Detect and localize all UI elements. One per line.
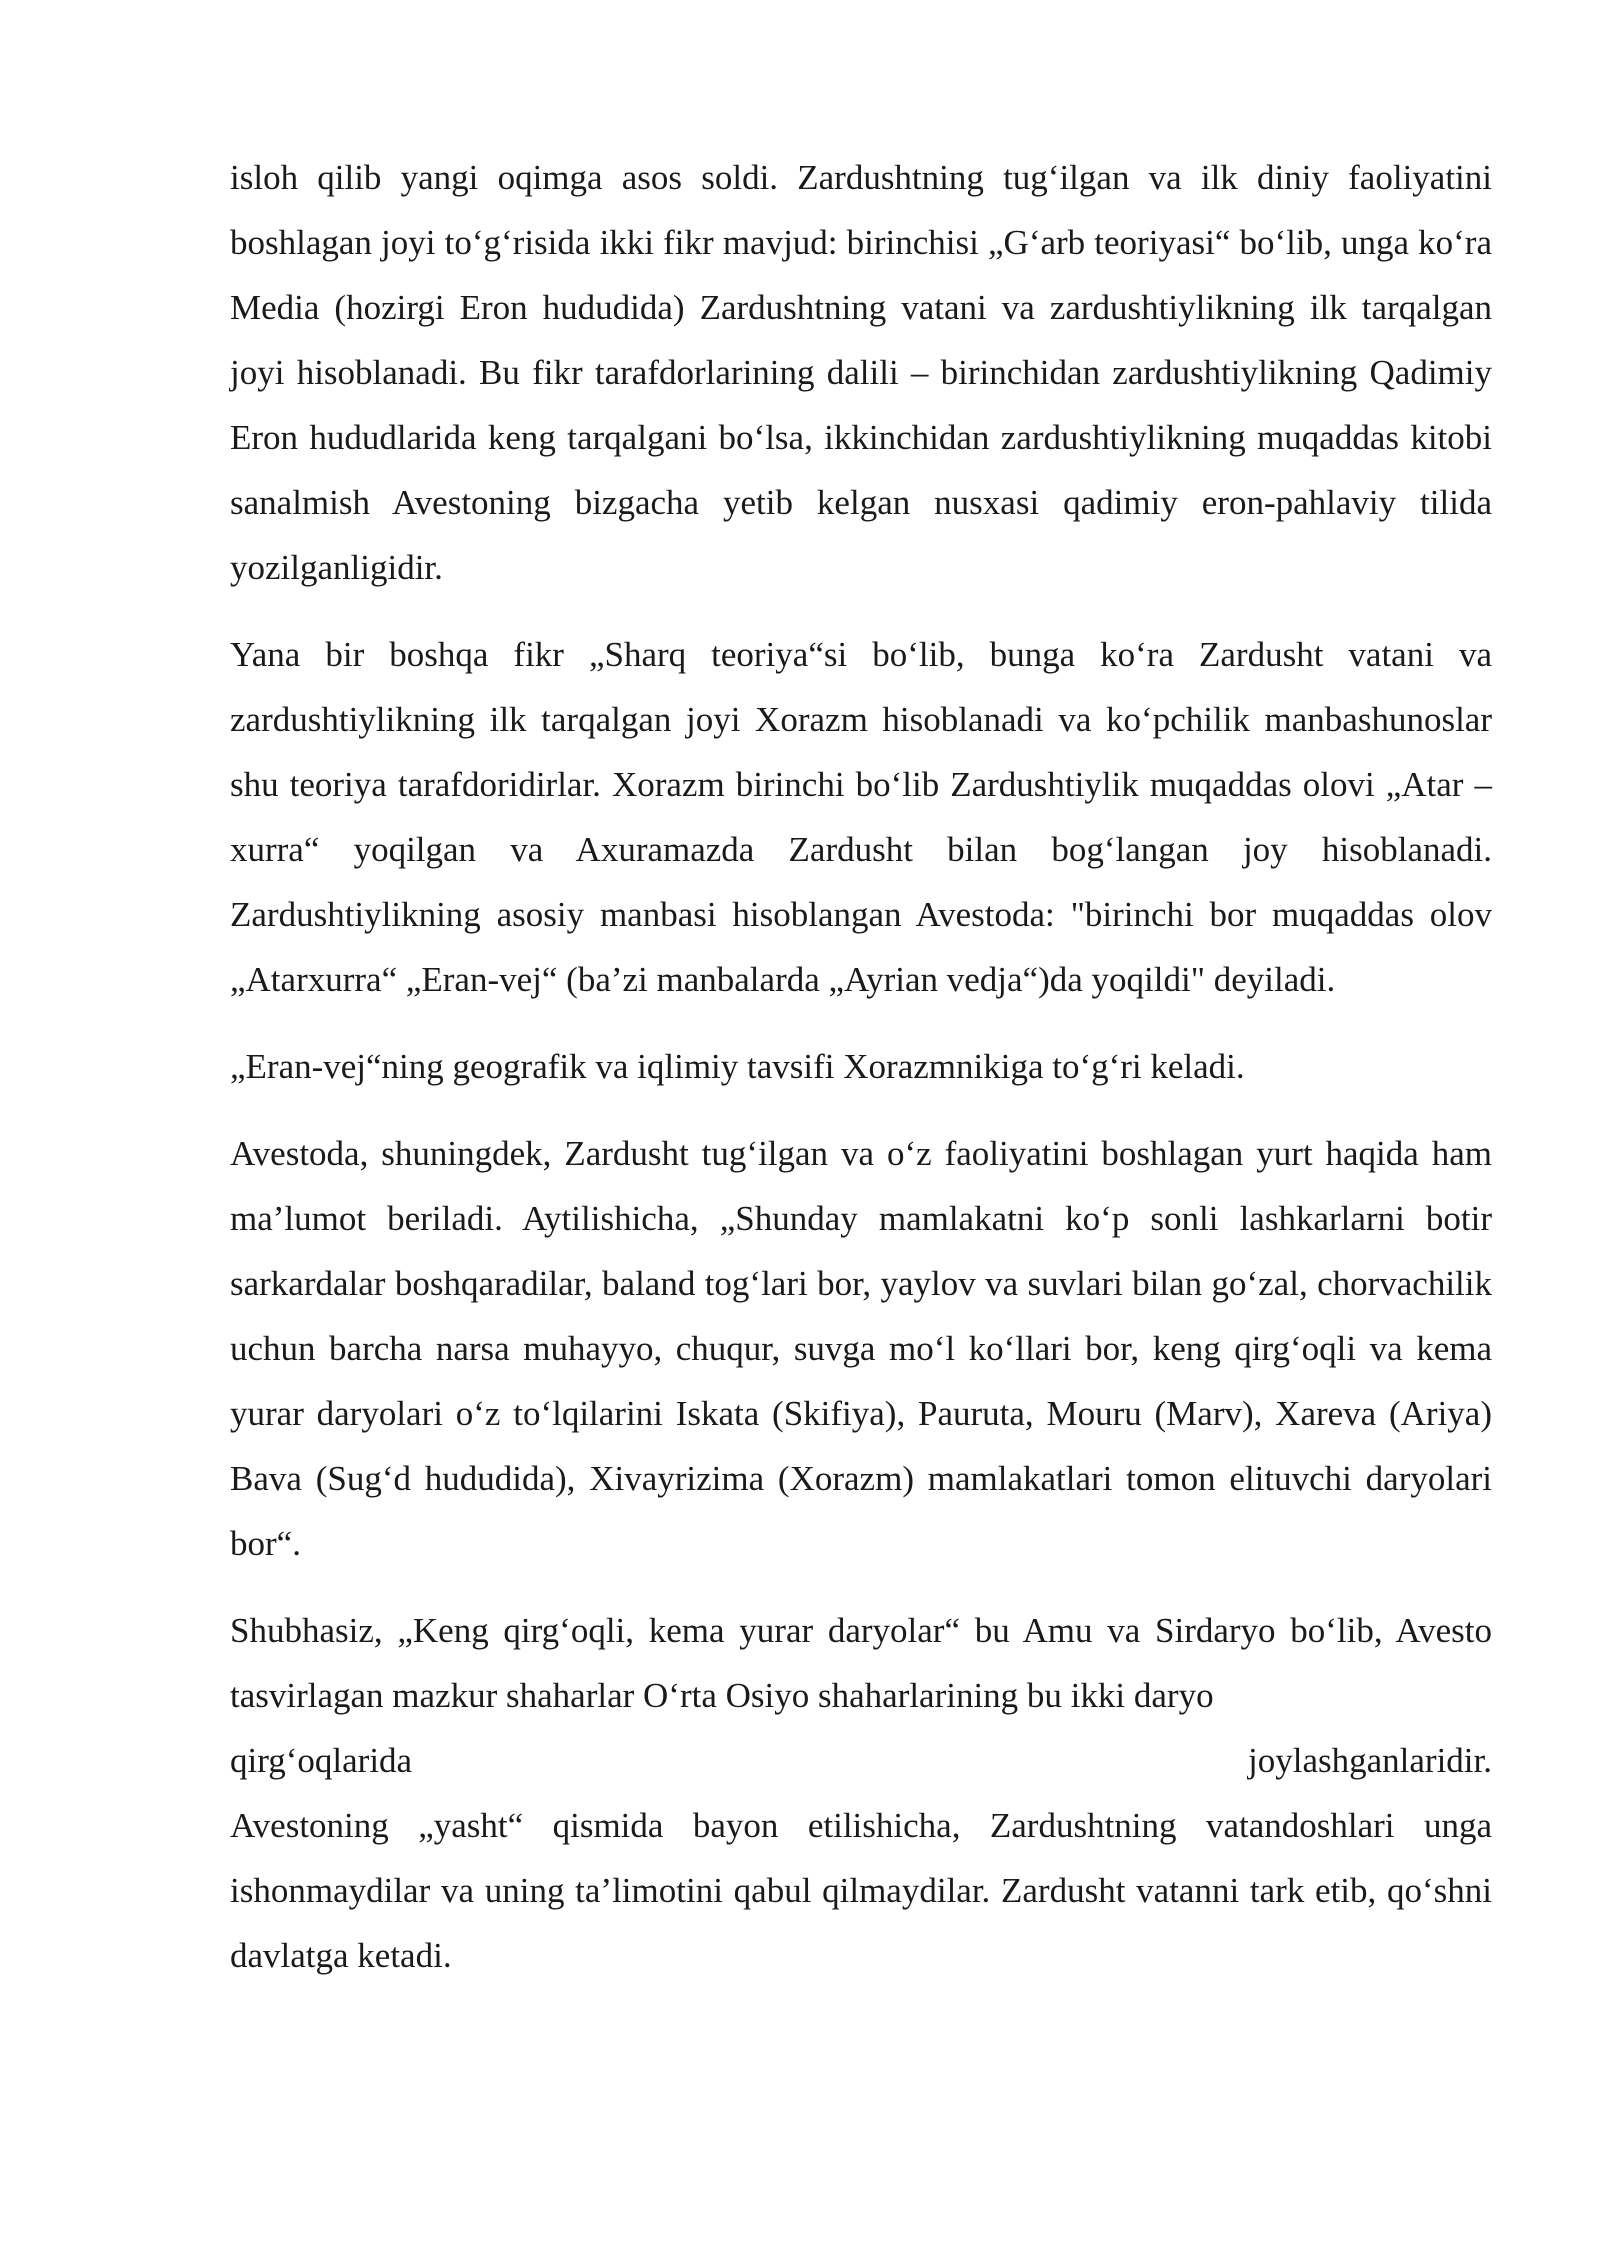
paragraph-2: Yana bir boshqa fikr „Sharq teoriya“si bo‘lib, bunga ko‘ra Zardusht vatani va zardushtiylikning ilk tarqalgan joyi Xorazm hisoblanadi va ko‘pchilik manbashunoslar shu teoriya tarafdoridirlar. Xorazm birinchi bo‘lib Zardushtiylik muqaddas olovi „Atar – xurra“ yoqilgan va Axuramazda Zardusht bilan bog‘langan joy hisoblanadi. Zardushtiylikning asosiy manbasi hisoblangan Avestoda: "birinchi bor muqaddas olov „Atarxurra“ „Eran-vej“ (ba’zi manbalarda „Ayrian vedja“)da yoqildi" deyiladi. bbox=[230, 635, 1492, 999]
paragraph-5-second-part: Avestoning „yasht“ qismida bayon etilishicha, Zardushtning vatandoshlari unga ishonmaydilar va uning ta’limotini qabul qilmaydilar. Zardusht vatanni tark etib, qo‘shni davlatga ketadi. bbox=[230, 1806, 1492, 1975]
document-body bbox=[230, 145, 1492, 2010]
paragraph-5-first-part: Shubhasiz, „Keng qirg‘oqli, kema yurar daryolar“ bu Amu va Sirdaryo bo‘lib, Avesto tasvirlagan mazkur shaharlar O‘rta Osiyo shaharlarining bu ikki daryo bbox=[230, 1611, 1492, 1715]
paragraph-1: isloh qilib yangi oqimga asos soldi. Zardushtning tug‘ilgan va ilk diniy faoliyatini boshlagan joyi to‘g‘risida ikki fikr mavjud: birinchisi „G‘arb teoriyasi“ bo‘lib, unga ko‘ra Media (hozirgi Eron hududida) Zardushtning vatani va zardushtiylikning ilk tarqalgan joyi hisoblanadi. Bu fikr tarafdorlarining dalili – birinchidan zardushtiylikning Qadimiy Eron hududlarida keng tarqalgani bo‘lsa, ikkinchidan zardushtiylikning muqaddas kitobi sanalmish Avestoning bizgacha yetib kelgan nusxasi qadimiy eron-pahlaviy tilida yozilganligidir. bbox=[230, 158, 1492, 587]
paragraph-3: „Eran-vej“ning geografik va iqlimiy tavsifi Xorazmnikiga to‘g‘ri keladi. bbox=[230, 1047, 1245, 1086]
paragraph-4: Avestoda, shuningdek, Zardusht tug‘ilgan va o‘z faoliyatini boshlagan yurt haqida ham ma’lumot beriladi. Aytilishicha, „Shunday mamlakatni ko‘p sonli lashkarlarni botir sarkardalar boshqaradilar, baland tog‘lari bor, yaylov va suvlari bilan go‘zal, chorvachilik uchun barcha narsa muhayyo, chuqur, suvga mo‘l ko‘llari bor, keng qirg‘oqli va kema yurar daryolari o‘z to‘lqilarini Iskata (Skifiya), Pauruta, Mouru (Marv), Xareva (Ariya) Bava (Sug‘d hududida), Xivayrizima (Xorazm) mamlakatlari tomon elituvchi daryolari bor“. bbox=[230, 1134, 1492, 1563]
paragraph-5-stretched-line: qirg‘oqlarida joylashganlaridir. bbox=[230, 1741, 1492, 1780]
paragraph-5 bbox=[230, 1598, 1492, 1988]
